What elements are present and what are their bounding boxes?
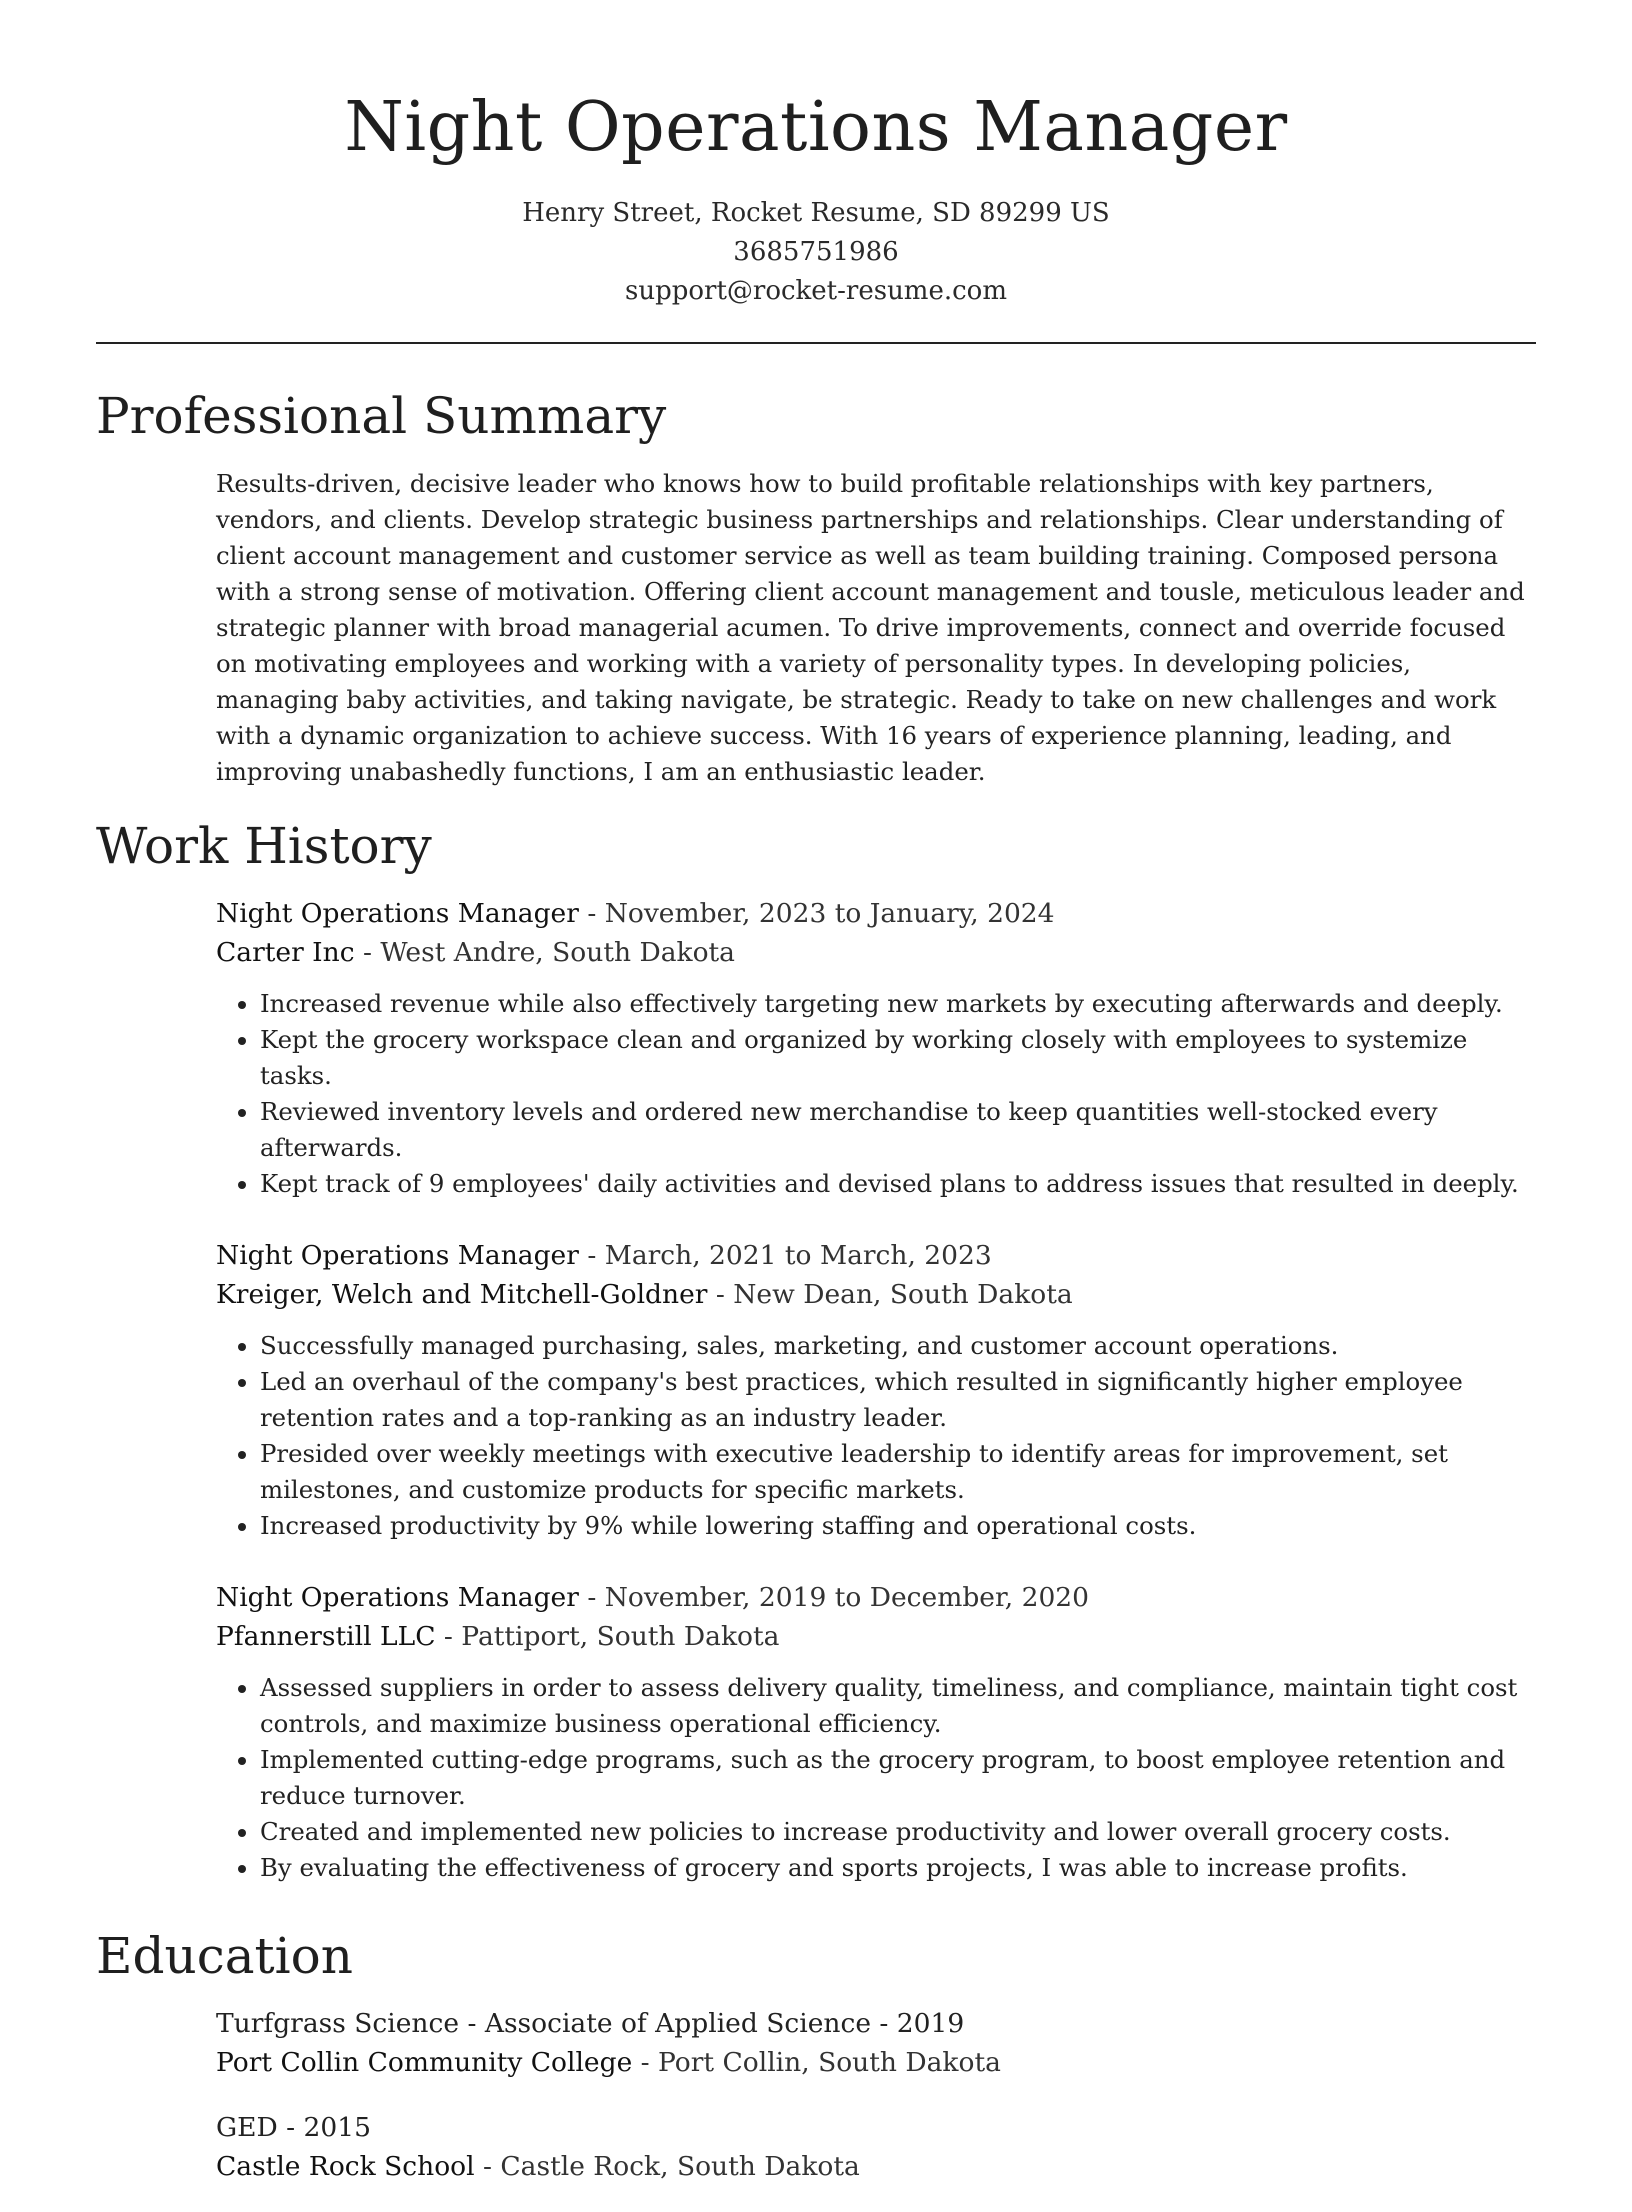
resume-header: [0, 0, 1632, 311]
job-entry: [216, 894, 1536, 1202]
education-location: - Port Collin, South Dakota: [632, 2047, 1001, 2078]
job-company-line: [216, 1275, 1536, 1314]
education-location: - Castle Rock, South Dakota: [474, 2151, 860, 2182]
education-school-line: [216, 2043, 1536, 2082]
job-company-line: [216, 933, 1536, 972]
education-degree: Turfgrass Science - Associate of Applied Science - 2019: [216, 2008, 965, 2039]
job-bullet: • Kept the grocery workspace clean and organized by working closely with employees to systemize tasks.: [260, 1022, 1536, 1094]
education-section: [96, 1920, 1536, 2186]
job-bullets: [216, 1328, 1536, 1544]
contact-address: Henry Street, Rocket Resume, SD 89299 US: [522, 198, 1110, 228]
summary-title: Professional Summary: [96, 387, 667, 445]
contact-phone: 3685751986: [733, 237, 899, 267]
job-entry: [216, 1578, 1536, 1886]
job-title-line: [216, 1578, 1536, 1617]
job-company: Pfannerstill LLC: [216, 1621, 436, 1652]
job-dates: - March, 2021 to March, 2023: [578, 1240, 992, 1271]
summary-text: Results-driven, decisive leader who knows how to build profitable relationships with key partners, vendors, and clients. Develop strategic business partnerships and relationships. Clear understanding of client account management and customer service as well as team building training. Composed persona with a strong sense of motivation. Offering client account management and tousle, meticulous leader and strategic planner with broad managerial acumen. To drive improvements, connect and override focused on motivating employees and working with a variety of personality types. In developing policies, managing baby activities, and taking navigate, be strategic. Ready to take on new challenges and work with a dynamic organization to achieve success. With 16 years of experience planning, leading, and improving unabashedly functions, I am an enthusiastic leader.: [216, 469, 1525, 786]
education-school-line: [216, 2147, 1536, 2186]
contact-email: support@rocket-resume.com: [624, 276, 1007, 306]
education-degree: GED - 2015: [216, 2112, 372, 2143]
job-location: - Pattiport, South Dakota: [435, 1621, 780, 1652]
job-title-line: [216, 1236, 1536, 1275]
education-title: Education: [96, 1927, 353, 1985]
job-company: Carter Inc: [216, 937, 355, 968]
job-entry: [216, 1236, 1536, 1544]
resume-body: [96, 380, 1536, 2212]
job-bullet: • By evaluating the effectiveness of grocery and sports projects, I was able to increase profits.: [260, 1850, 1536, 1886]
education-entry: [216, 2108, 1536, 2186]
job-bullet: • Created and implemented new policies to increase productivity and lower overall grocery costs.: [260, 1814, 1536, 1850]
job-role: Night Operations Manager: [216, 1240, 579, 1271]
job-company-line: [216, 1617, 1536, 1656]
job-bullet: • Successfully managed purchasing, sales, marketing, and customer account operations.: [260, 1328, 1536, 1364]
job-dates: - November, 2023 to January, 2024: [578, 898, 1055, 929]
job-bullet: • Kept track of 9 employees' daily activities and devised plans to address issues that resulted in deeply.: [260, 1166, 1536, 1202]
job-bullets: [216, 1670, 1536, 1886]
header-divider: [96, 342, 1536, 344]
job-bullet: • Increased productivity by 9% while lowering staffing and operational costs.: [260, 1508, 1536, 1544]
job-company: Kreiger, Welch and Mitchell-Goldner: [216, 1279, 708, 1310]
job-bullet: • Presided over weekly meetings with executive leadership to identify areas for improvement, set milestones, and customize products for specific markets.: [260, 1436, 1536, 1508]
job-title-line: [216, 894, 1536, 933]
job-role: Night Operations Manager: [216, 898, 579, 929]
work-history-title: Work History: [96, 817, 432, 875]
job-bullet: • Assessed suppliers in order to assess delivery quality, timeliness, and compliance, maintain tight cost controls, and maximize business operational efficiency.: [260, 1670, 1536, 1742]
job-bullet: • Implemented cutting-edge programs, such as the grocery program, to boost employee retention and reduce turnover.: [260, 1742, 1536, 1814]
job-bullet: • Led an overhaul of the company's best practices, which resulted in significantly higher employee retention rates and a top-ranking as an industry leader.: [260, 1364, 1536, 1436]
education-entry: [216, 2004, 1536, 2082]
summary-section: [96, 380, 1536, 790]
contact-block: [0, 194, 1632, 311]
work-history-section: [96, 810, 1536, 1886]
job-bullet: • Reviewed inventory levels and ordered new merchandise to keep quantities well-stocked every afterwards.: [260, 1094, 1536, 1166]
job-bullets: [216, 986, 1536, 1202]
job-location: - New Dean, South Dakota: [707, 1279, 1073, 1310]
job-location: - West Andre, South Dakota: [354, 937, 735, 968]
job-bullet: • Increased revenue while also effectively targeting new markets by executing afterwards and deeply.: [260, 986, 1536, 1022]
candidate-name: Night Operations Manager: [344, 88, 1288, 167]
job-dates: - November, 2019 to December, 2020: [578, 1582, 1090, 1613]
job-role: Night Operations Manager: [216, 1582, 579, 1613]
education-school: Castle Rock School: [216, 2151, 475, 2182]
education-school: Port Collin Community College: [216, 2047, 633, 2078]
